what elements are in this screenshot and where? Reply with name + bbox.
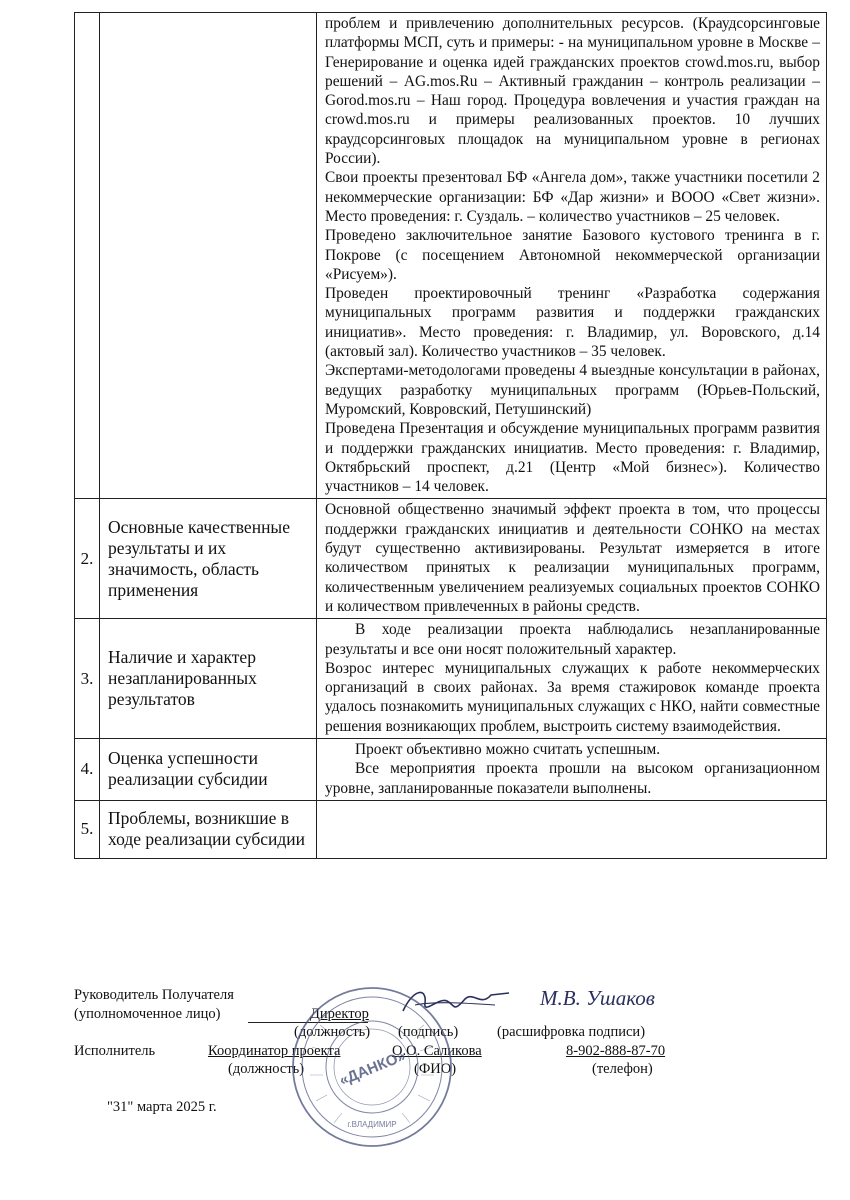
- row-number: 2.: [75, 499, 100, 619]
- caption-signature: (подпись): [398, 1024, 459, 1040]
- caption-phone: (телефон): [592, 1061, 653, 1077]
- stamp-center-text: «ДАНКО»: [336, 1047, 409, 1090]
- paragraph: Проведен проектировочный тренинг «Разработка содержания муниципальных программ развития и поддержки гражданских инициатив». Место проведения: г. Владимир, ул. Воровского, д.14 (актовый зал). Количество участников – 35 человек.: [325, 285, 820, 361]
- row-title: Оценка успешности реализации субсидии: [100, 738, 317, 800]
- caption-fio: (ФИО): [414, 1061, 457, 1077]
- executor-phone: 8-902-888-87-70: [566, 1043, 666, 1059]
- row-content: [317, 619, 827, 739]
- stamp-bottom-text: г.ВЛАДИМИР: [347, 1120, 397, 1129]
- head-label: Руководитель Получателя: [74, 987, 234, 1003]
- handwritten-name: М.В. Ушаков: [540, 986, 655, 1010]
- row-number: [75, 13, 100, 499]
- executor-label: Исполнитель: [74, 1043, 156, 1059]
- table-row: [75, 13, 827, 499]
- caption-decoding: (расшифровка подписи): [497, 1024, 646, 1040]
- report-table: [74, 12, 827, 859]
- paragraph: Проведено заключительное занятие Базового кустового тренинга в г. Покрове (с посещением Автономной некоммерческой организации «Рисуем»).: [325, 227, 820, 283]
- table-row: [75, 619, 827, 739]
- paragraph: Проведена Презентация и обсуждение муниципальных программ развития и поддержки гражданских инициатив. Место проведения: г. Владимир, Октябрьский проспект, д.21 (Центр «Мой бизнес»). Количество участников – 14 человек.: [325, 420, 820, 496]
- caption-executor-position: (должность): [228, 1061, 305, 1077]
- report-date: "31" марта 2025 г.: [107, 1099, 217, 1115]
- row-content: [317, 499, 827, 619]
- row-content-empty: [317, 800, 827, 858]
- table-row: [75, 738, 827, 800]
- row-number: 3.: [75, 619, 100, 739]
- paragraph: Все мероприятия проекта прошли на высоком организационном уровне, запланированные показатели выполнены.: [325, 760, 820, 797]
- row-title: Основные качественные результаты и их значимость, область применения: [100, 499, 317, 619]
- row-title: [100, 13, 317, 499]
- executor-name: О.О. Саликова: [392, 1043, 482, 1059]
- head-position: Директор: [310, 1006, 369, 1022]
- paragraph: Возрос интерес муниципальных служащих к работе некоммерческих организаций в своих районах. За время стажировок команде проекта удалось познакомить муниципальных служащих с НКО, найти совместные решения возникающих проблем, выстроить систему взаимодействия.: [325, 659, 820, 735]
- paragraph: Основной общественно значимый эффект проекта в том, что процессы поддержки гражданских инициатив и деятельности СОНКО на местах будут существенно активизированы. Результат измеряется в итоге количеством принятых к реализации муниципальных программ, количественным увеличением реализуемых социальных проектов СОНКО и количеством привлеченных в районы средств.: [325, 501, 820, 615]
- paragraph: Свои проекты презентовал БФ «Ангела дом», также участники посетили 2 некоммерческие организации: БФ «Дар жизни» и ВООО «Свет жизни». Место проведения: г. Суздаль. – количество участников – 25 человек.: [325, 169, 820, 225]
- table-row: [75, 800, 827, 858]
- paragraph: В ходе реализации проекта наблюдались незапланированные результаты и все они носят положительный характер.: [325, 621, 820, 658]
- organization-stamp-icon: [290, 985, 457, 1149]
- row-title: Проблемы, возникшие в ходе реализации субсидии: [100, 800, 317, 858]
- row-content: [317, 738, 827, 800]
- row-title: Наличие и характер незапланированных результатов: [100, 619, 317, 739]
- paragraph: Экспертами-методологами проведены 4 выездные консультации в районах, ведущих разработку муниципальных программ (Юрьев-Польский, Муромский, Ковровский, Петушинский): [325, 362, 820, 418]
- head-sublabel: (уполномоченное лицо): [74, 1006, 221, 1022]
- paragraph: проблем и привлечению дополнительных ресурсов. (Краудсорсинговые платформы МСП, суть и примеры: - на муниципальном уровне в Москве – Генерирование и оценка идей гражданских проектов crowd.mos.ru, выбор решений – AG.mos.Ru – Активный гражданин – контроль реализации – Gorod.mos.ru – Наш город. Процедура вовлечения и участия граждан на crowd.mos.ru и примеры реализованных проектов. 10 лучших краудсорсинговых площадок на муниципальном уровне в регионах России).: [325, 15, 820, 168]
- row-number: 5.: [75, 800, 100, 858]
- caption-position: (должность): [294, 1024, 371, 1040]
- paragraph: Проект объективно можно считать успешным.: [355, 740, 661, 758]
- executor-position: Координатор проекта: [208, 1043, 341, 1059]
- table-row: [75, 499, 827, 619]
- row-number: 4.: [75, 738, 100, 800]
- row-content: [317, 13, 827, 499]
